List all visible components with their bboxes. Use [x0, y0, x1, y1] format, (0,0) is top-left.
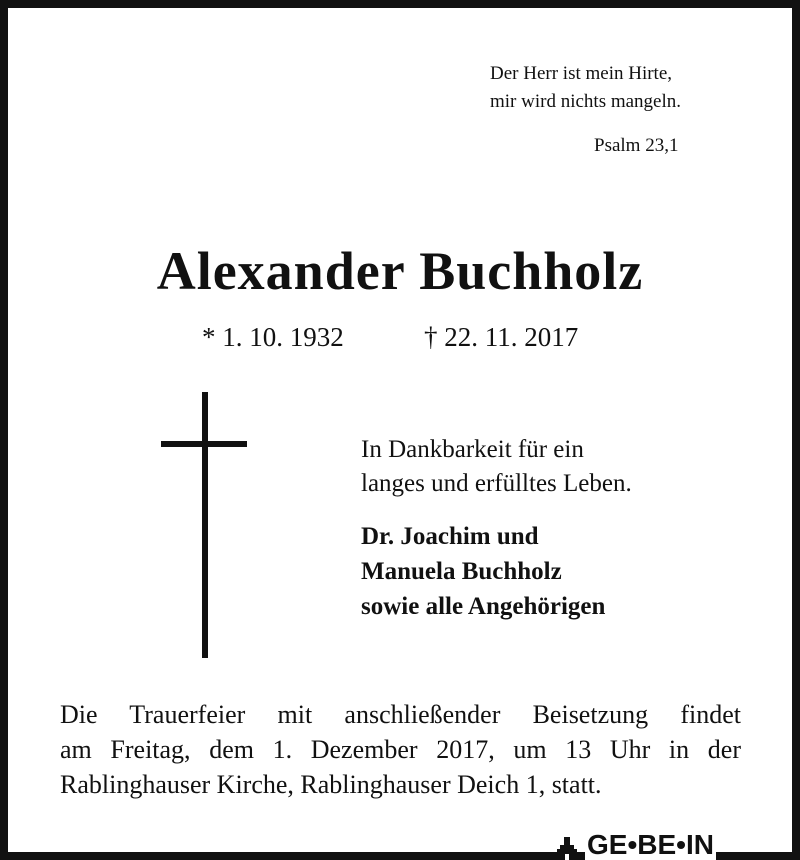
- bible-verse: [490, 60, 681, 116]
- mourners-list: [361, 519, 605, 624]
- deceased-name: Alexander Buchholz: [156, 241, 644, 301]
- mourners-line-1: Dr. Joachim und: [361, 523, 539, 550]
- cross-vertical-bar: [202, 392, 208, 658]
- border-left: [0, 0, 8, 860]
- funeral-line-1: Die Trauerfeier mit anschließender Beisetzung findet: [60, 700, 741, 729]
- gebein-logo-icon: [555, 834, 579, 860]
- verse-source: Psalm 23,1: [594, 135, 679, 156]
- border-right: [792, 0, 800, 860]
- death-date: † 22. 11. 2017: [424, 322, 579, 352]
- mourners-line-3: sowie alle Angehörigen: [361, 593, 606, 620]
- gratitude-text: [361, 433, 632, 501]
- gratitude-line-1: In Dankbarkeit für ein: [361, 436, 584, 463]
- cross-horizontal-bar: [161, 441, 247, 447]
- publisher-logo: [555, 830, 745, 860]
- mourners-line-2: Manuela Buchholz: [361, 558, 562, 585]
- border-top: [0, 0, 800, 8]
- funeral-line-2: am Freitag, dem 1. Dezember 2017, um 13 Uhr in der: [60, 735, 741, 764]
- verse-line-1: Der Herr ist mein Hirte,: [490, 63, 673, 84]
- birth-date: * 1. 10. 1932: [202, 322, 344, 352]
- gratitude-line-2: langes und erfülltes Leben.: [361, 470, 632, 497]
- verse-line-2: mir wird nichts mangeln.: [490, 91, 682, 112]
- funeral-line-3: Rablinghauser Kirche, Rablinghauser Deich 1, statt.: [60, 770, 602, 799]
- funeral-announcement: [60, 697, 741, 802]
- publisher-logo-text: GE•BE•IN: [587, 829, 714, 860]
